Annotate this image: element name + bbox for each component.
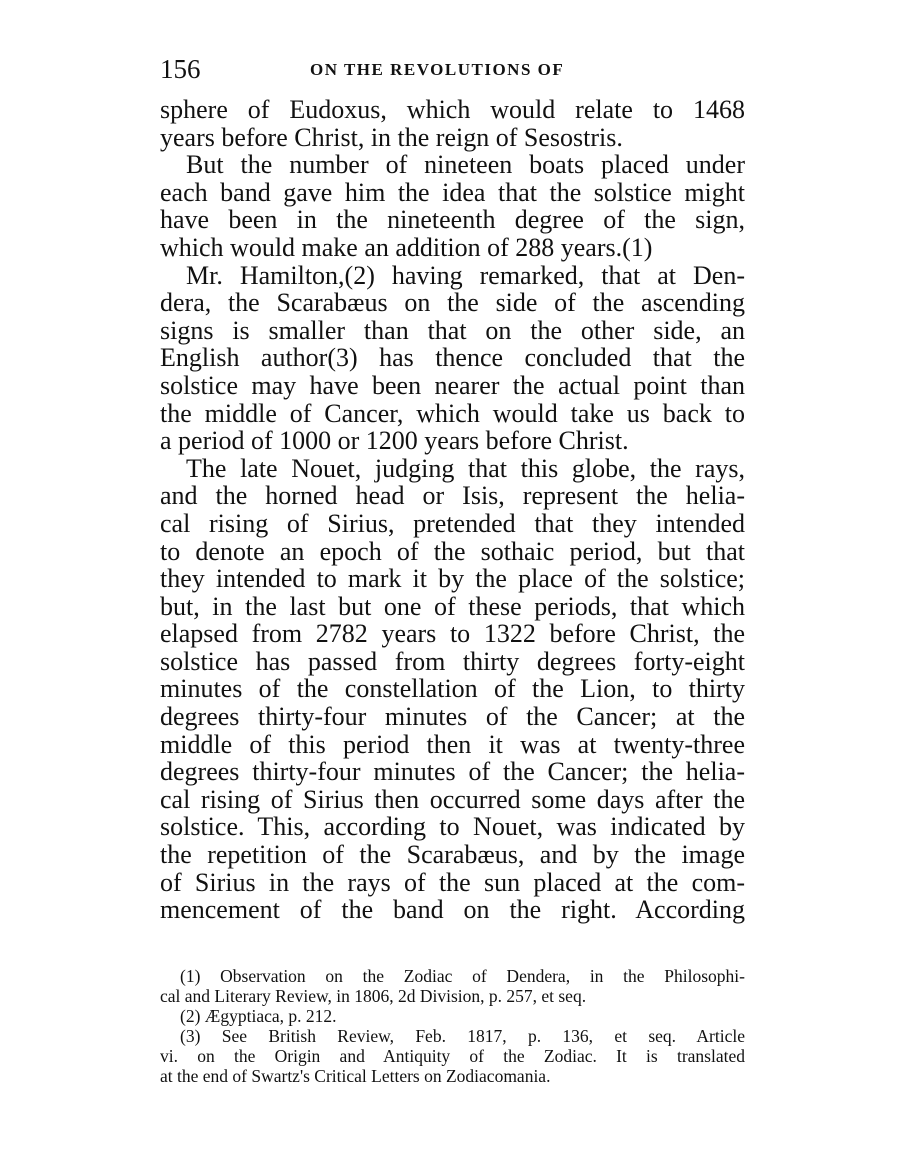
text-line: a period of 1000 or 1200 years before Christ. [160, 426, 629, 456]
footnote-line: (2) Ægyptiaca, p. 212. [180, 1006, 337, 1026]
footnote-line: cal and Literary Review, in 1806, 2d Division, p. 257, et seq. [160, 986, 587, 1006]
text-line: But the number of nineteen boats placed under [186, 150, 745, 180]
text-line: elapsed from 2782 years to 1322 before Christ, the [160, 619, 745, 649]
text-line: and the horned head or Isis, represent the helia- [160, 481, 745, 511]
page-number: 156 [160, 54, 201, 84]
text-line: to denote an epoch of the sothaic period, but that [160, 536, 745, 566]
footnote-line: (3) See British Review, Feb. 1817, p. 136, et seq. Article [180, 1026, 745, 1046]
text-line: sphere of Eudoxus, which would relate to 1468 [160, 95, 745, 124]
text-line: which would make an addition of 288 years.(1) [160, 232, 653, 262]
text-line: degrees thirty-four minutes of the Cancer; the helia- [160, 757, 745, 787]
text-line: solstice may have been nearer the actual point than [160, 370, 745, 400]
text-line: The late Nouet, judging that this globe, the rays, [186, 453, 745, 483]
text-line: mencement of the band on the right. According [160, 895, 745, 925]
footnote-line: (1) Observation on the Zodiac of Dendera, in the Philosophi- [180, 966, 745, 986]
text-line: English author(3) has thence concluded that the [160, 343, 745, 373]
text-line: the middle of Cancer, which would take us back to [160, 398, 745, 428]
text-line: solstice has passed from thirty degrees forty-eight [160, 646, 745, 676]
text-line: minutes of the constellation of the Lion, to thirty [160, 674, 745, 704]
text-line: dera, the Scarabæus on the side of the ascending [160, 288, 745, 318]
footnotes [160, 966, 745, 1086]
text-line: degrees thirty-four minutes of the Cancer; at the [160, 702, 745, 732]
text-line: middle of this period then it was at twenty-three [160, 729, 745, 759]
text-line: but, in the last but one of these periods, that which [160, 591, 745, 621]
footnote-line: at the end of Swartz's Critical Letters on Zodiacomania. [160, 1066, 551, 1086]
text-line: they intended to mark it by the place of the solstice; [160, 564, 745, 594]
text-line: cal rising of Sirius then occurred some days after the [160, 784, 745, 814]
text-line: Mr. Hamilton,(2) having remarked, that at Den- [186, 260, 745, 290]
text-line: cal rising of Sirius, pretended that they intended [160, 508, 745, 538]
text-line: signs is smaller than that on the other side, an [160, 315, 745, 345]
running-title: ON THE REVOLUTIONS OF [310, 60, 565, 79]
text-line: solstice. This, according to Nouet, was indicated by [160, 812, 745, 842]
text-line: have been in the nineteenth degree of the sign, [160, 205, 745, 235]
text-line: the repetition of the Scarabæus, and by the image [160, 840, 745, 870]
text-line: of Sirius in the rays of the sun placed at the com- [160, 867, 745, 897]
page-header [160, 52, 745, 86]
text-line: each band gave him the idea that the solstice might [160, 177, 745, 207]
body-text [160, 96, 745, 924]
footnote-line: vi. on the Origin and Antiquity of the Zodiac. It is translated [160, 1046, 745, 1066]
text-line: years before Christ, in the reign of Sesostris. [160, 122, 623, 152]
